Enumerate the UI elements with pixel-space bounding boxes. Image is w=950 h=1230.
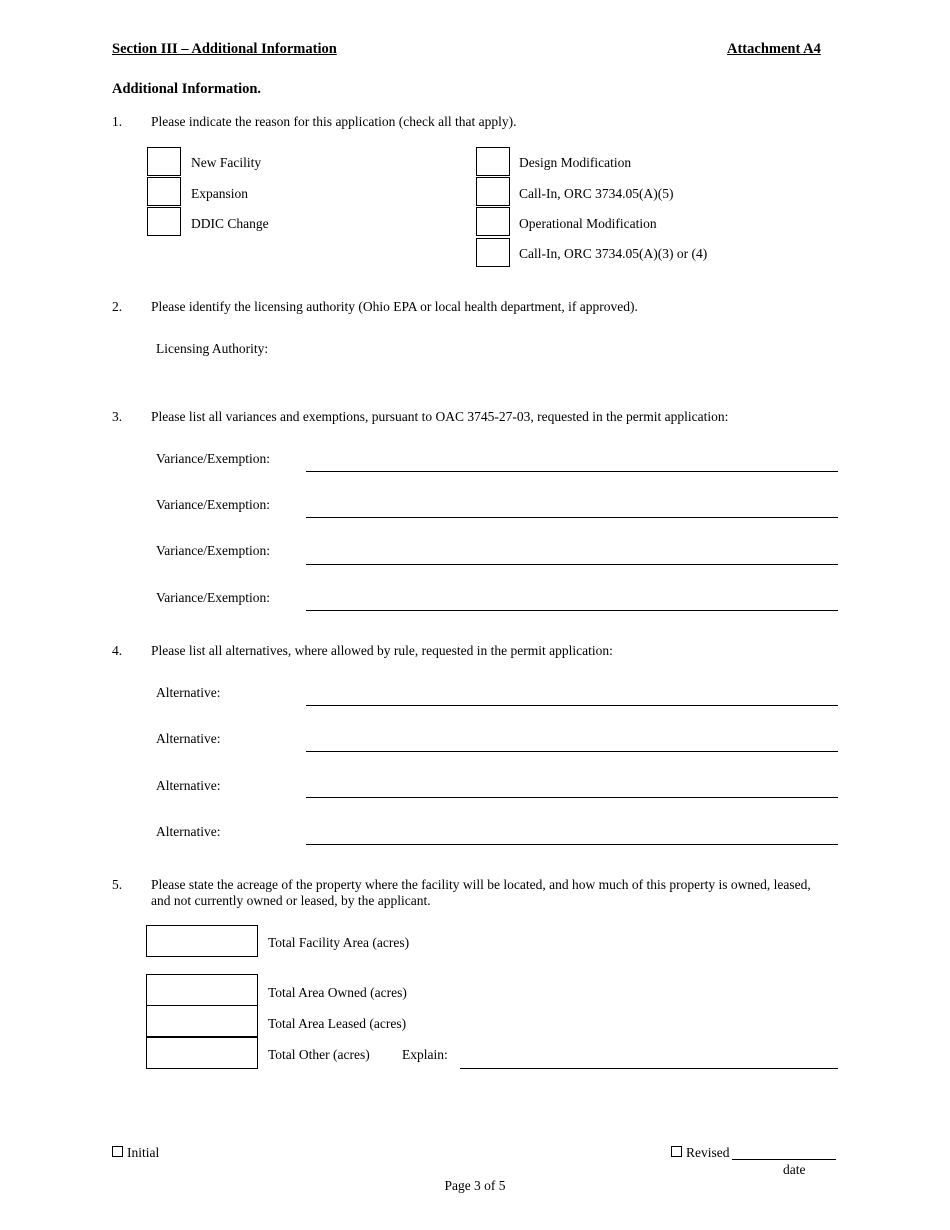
variance-field[interactable] bbox=[306, 471, 838, 472]
variance-field[interactable] bbox=[306, 610, 838, 611]
q4-text: Please list all alternatives, where allowed by rule, requested in the permit application: bbox=[151, 643, 613, 658]
q3-text: Please list all variances and exemptions, pursuant to OAC 3745-27-03, requested in the permit application: bbox=[151, 409, 729, 424]
revised-option[interactable] bbox=[671, 1145, 730, 1161]
alternative-field[interactable] bbox=[306, 751, 838, 752]
variance-label: Variance/Exemption: bbox=[156, 497, 270, 512]
total-area-leased-label: Total Area Leased (acres) bbox=[268, 1016, 407, 1031]
q3-number: 3. bbox=[112, 409, 123, 424]
alternative-label: Alternative: bbox=[156, 731, 221, 746]
q5-text-line2: and not currently owned or leased, by the applicant. bbox=[151, 893, 431, 908]
attachment-label: Attachment A4 bbox=[727, 41, 821, 57]
variance-label: Variance/Exemption: bbox=[156, 451, 270, 466]
total-facility-area-input[interactable] bbox=[146, 925, 258, 957]
total-other-input[interactable] bbox=[146, 1037, 258, 1069]
section-title: Section III – Additional Information bbox=[112, 41, 337, 57]
q4-number: 4. bbox=[112, 643, 123, 658]
option-label: Call-In, ORC 3734.05(A)(3) or (4) bbox=[519, 246, 708, 261]
variance-field[interactable] bbox=[306, 564, 838, 565]
total-facility-area-label: Total Facility Area (acres) bbox=[268, 935, 410, 950]
option-label: New Facility bbox=[191, 155, 262, 170]
explain-field[interactable] bbox=[460, 1068, 838, 1069]
licensing-authority-label: Licensing Authority: bbox=[156, 341, 269, 356]
total-area-leased-input[interactable] bbox=[146, 1005, 258, 1037]
alternative-field[interactable] bbox=[306, 844, 838, 845]
option-label: Design Modification bbox=[519, 155, 632, 170]
checkbox-ddic-change[interactable] bbox=[147, 207, 181, 236]
initial-option[interactable] bbox=[112, 1145, 159, 1161]
q5-number: 5. bbox=[112, 877, 123, 892]
total-area-owned-label: Total Area Owned (acres) bbox=[268, 985, 407, 1000]
total-other-label: Total Other (acres) bbox=[268, 1047, 370, 1062]
checkbox-new-facility[interactable] bbox=[147, 147, 181, 176]
alternative-label: Alternative: bbox=[156, 685, 221, 700]
date-label: date bbox=[783, 1162, 806, 1177]
alternative-field[interactable] bbox=[306, 705, 838, 706]
revised-label: Revised bbox=[686, 1145, 730, 1160]
variance-label: Variance/Exemption: bbox=[156, 590, 270, 605]
total-area-owned-input[interactable] bbox=[146, 974, 258, 1006]
option-label: Call-In, ORC 3734.05(A)(5) bbox=[519, 186, 674, 201]
option-label: DDIC Change bbox=[191, 216, 269, 231]
q5-text-line1: Please state the acreage of the property where the facility will be located, and how much of this property is owned, leased, bbox=[151, 877, 811, 892]
alternative-field[interactable] bbox=[306, 797, 838, 798]
page-heading: Additional Information. bbox=[112, 81, 262, 97]
alternative-label: Alternative: bbox=[156, 778, 221, 793]
q2-text: Please identify the licensing authority (Ohio EPA or local health department, if approved). bbox=[151, 299, 638, 314]
explain-label: Explain: bbox=[402, 1047, 448, 1062]
q1-number: 1. bbox=[112, 114, 123, 129]
initial-checkbox-icon[interactable] bbox=[112, 1146, 123, 1157]
page-number: Page 3 of 5 bbox=[444, 1178, 506, 1193]
revised-checkbox-icon[interactable] bbox=[671, 1146, 682, 1157]
q1-text: Please indicate the reason for this application (check all that apply). bbox=[151, 114, 517, 129]
revised-date-field[interactable] bbox=[732, 1159, 836, 1160]
checkbox-call-in-a3-a4[interactable] bbox=[476, 238, 510, 267]
checkbox-expansion[interactable] bbox=[147, 177, 181, 206]
option-label: Expansion bbox=[191, 186, 248, 201]
checkbox-call-in-a5[interactable] bbox=[476, 177, 510, 206]
variance-label: Variance/Exemption: bbox=[156, 543, 270, 558]
initial-label: Initial bbox=[127, 1145, 160, 1160]
q2-number: 2. bbox=[112, 299, 123, 314]
variance-field[interactable] bbox=[306, 517, 838, 518]
alternative-label: Alternative: bbox=[156, 824, 221, 839]
option-label: Operational Modification bbox=[519, 216, 657, 231]
licensing-authority-field[interactable] bbox=[280, 336, 840, 360]
checkbox-operational-modification[interactable] bbox=[476, 207, 510, 236]
checkbox-design-modification[interactable] bbox=[476, 147, 510, 176]
